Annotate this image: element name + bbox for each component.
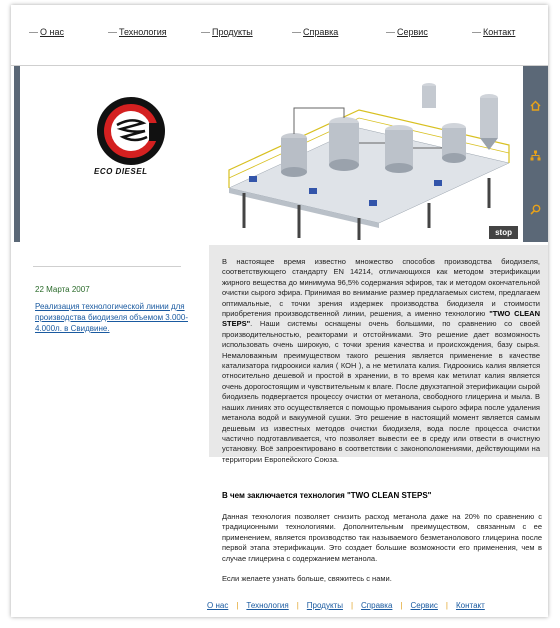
eco-diesel-logo[interactable] — [81, 93, 181, 173]
nav-label[interactable]: Справка — [303, 27, 339, 37]
nav-item-technology[interactable] — [108, 27, 167, 37]
nav-dash — [201, 32, 210, 33]
home-icon[interactable] — [530, 100, 541, 111]
nav-item-products[interactable] — [201, 27, 253, 37]
nav-item-about[interactable] — [29, 27, 64, 37]
left-accent-bar — [14, 66, 20, 242]
footer-separator: | — [236, 601, 239, 610]
nav-item-help[interactable] — [292, 27, 338, 37]
section-paragraph: Данная технология позволяет снизить расход метанола даже на 20% по сравнению с традиционными технологиями. Дополнительным преимуществом, связанным с ее применением, является производство так называемого безметанолового глицерина после первой этапа этерификации. Это создает большие возможности его применения, чем в случае глицерина с содержанием метанола. — [222, 512, 542, 563]
technology-section — [222, 491, 542, 594]
intro-text-box — [209, 245, 548, 464]
nav-dash — [108, 32, 117, 33]
technology-name: "TWO CLEAN STEPS" — [222, 309, 540, 329]
nav-item-contact[interactable] — [472, 27, 515, 37]
footer-link-products[interactable]: Продукты — [306, 601, 343, 610]
footer-link-technology[interactable]: Технология — [246, 601, 289, 610]
footer-separator: | — [350, 601, 354, 610]
footer-separator: | — [445, 601, 448, 610]
biodiesel-plant-illustration — [209, 68, 521, 242]
footer-link-help[interactable]: Справка — [361, 601, 393, 610]
footer-link-about[interactable]: О нас — [207, 601, 229, 610]
footer-separator: | — [400, 601, 403, 610]
nav-item-service[interactable] — [386, 27, 428, 37]
nav-dash — [472, 32, 481, 33]
hero-plant-image — [209, 68, 521, 242]
nav-label[interactable]: О нас — [40, 27, 64, 37]
right-icon-bar — [523, 66, 548, 242]
intro-paragraph — [222, 257, 540, 465]
slideshow-stop-button[interactable]: stop — [489, 226, 518, 239]
section-heading: В чем заключается технология "TWO CLEAN STEPS" — [222, 491, 432, 500]
footer-separator: | — [296, 601, 299, 610]
nav-dash — [386, 32, 395, 33]
news-divider — [33, 266, 181, 267]
footer-link-service[interactable]: Сервис — [410, 601, 438, 610]
top-navigation — [11, 5, 548, 65]
search-icon[interactable] — [530, 204, 541, 215]
footer-link-contact[interactable]: Контакт — [455, 601, 485, 610]
nav-label[interactable]: Продукты — [212, 27, 253, 37]
logo-text: ECO DIESEL — [94, 167, 148, 176]
nav-dash — [29, 32, 38, 33]
page-frame — [11, 5, 548, 617]
nav-dash — [292, 32, 301, 33]
news-link[interactable]: Реализация технологической линии для производства биодизеля объемом 3.000-4.000л. в Свидвине. — [35, 302, 188, 333]
nav-label[interactable]: Контакт — [483, 27, 516, 37]
intro-text-part: В настоящее время известно множество способов производства биодизеля, соответствующего стандарту EN 14214, отличающихся как методом этерификации жирного вещества до минимума 96,5% содержания эфиров, так и методом окончательной очистки сырого эфира. Принимая во внимание размер предлагаемых систем, предлагаем оптимальные, с точки зрения издержек производства биодизеля и стоимости приобретения производственной линии, решения, а именно технологию — [222, 257, 540, 319]
footer-navigation — [207, 601, 547, 610]
header-divider — [11, 65, 548, 66]
sitemap-icon[interactable] — [530, 150, 541, 161]
contact-prompt: Если желаете узнать больше, свяжитесь с нами. — [222, 574, 392, 584]
news-date: 22 Марта 2007 — [35, 285, 90, 294]
nav-label[interactable]: Технология — [119, 27, 167, 37]
intro-text-part: . Наши системы оснащены очень большими, по сравнению со своей производительностью, реакторами и отстойниками. Это решение дает возможность использовать очень широкую, с точки зрения качества и происхождения, базу сырья. Немаловажным преимуществом такого решения является применение в качестве катализатора гидроокиси калия ( КОН ), а не метилата калия. Гидроокись калия является относительно дешевой и простой в хранении, в то время как метилат калия является очень дорогостоящим и чувствительным к влаге. После двухэтапной этерификации сырой биодизель подвергается процессу очистки от метанола, свободного глицерина и мыла. В наших линиях это осуществляется с помощью промывания сырого эфира после удаления метанола водой и вакуумной сушки. Это решение в настоящий момент является самым дешевым из известных методов очистки биодизеля, вода после процесса очистки частично подготавливается, что позволяет вывести ее в среду или отвести в очистную установку. Всё запроектировано в соответствии с законоположениями, действующими на территории Европейского Союза. — [222, 319, 540, 464]
nav-label[interactable]: Сервис — [397, 27, 428, 37]
